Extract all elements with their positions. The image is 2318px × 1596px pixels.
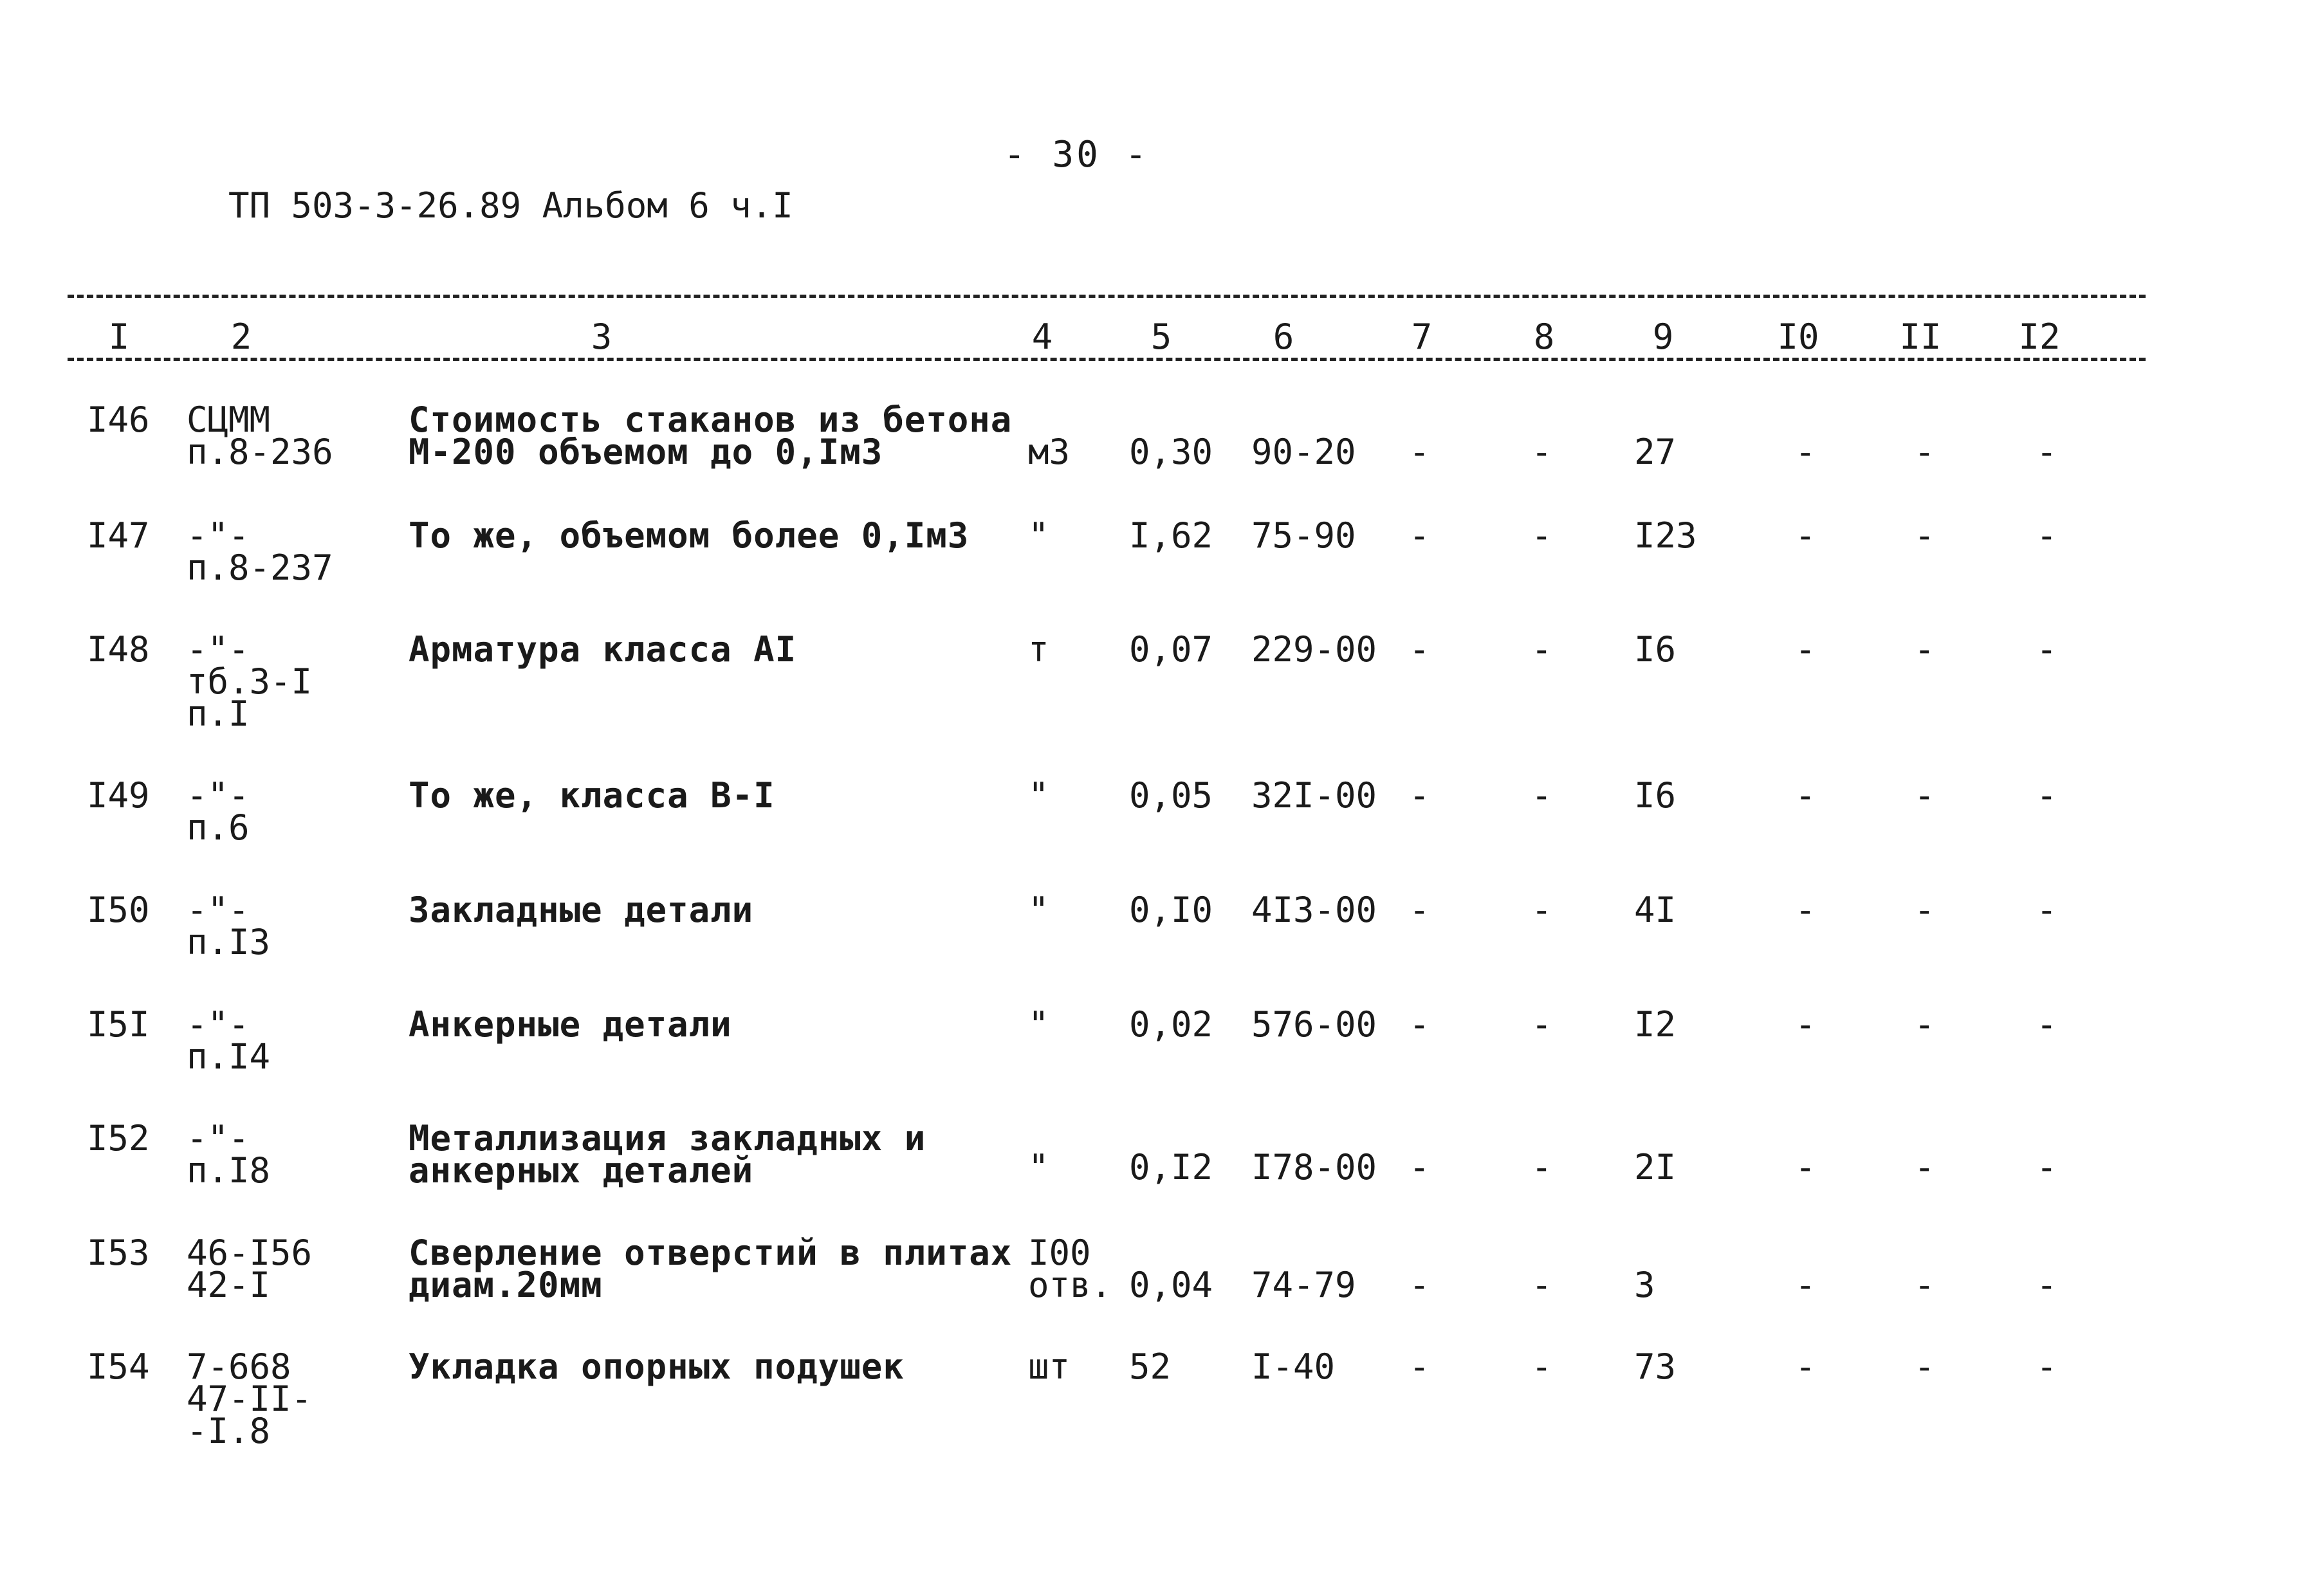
row-col12: - xyxy=(2036,629,2057,670)
row-price: 576-00 xyxy=(1251,1004,1377,1045)
row-col9: 27 xyxy=(1634,432,1677,472)
row-col12: - xyxy=(2036,515,2057,556)
row-col8: - xyxy=(1531,515,1552,556)
row-unit: т xyxy=(1028,629,1049,670)
row-number: I47 xyxy=(87,515,150,556)
row-col8: - xyxy=(1531,1147,1552,1188)
document-header: ТП 503-3-26.89 Альбом 6 ч.I xyxy=(228,185,793,226)
row-col8: - xyxy=(1531,1346,1552,1387)
row-qty: 0,05 xyxy=(1129,775,1213,816)
column-header-8: 8 xyxy=(1533,316,1555,357)
column-header-5: 5 xyxy=(1150,316,1172,357)
row-col9: I23 xyxy=(1634,515,1697,556)
row-name: Стоимость стаканов из бетона М-200 объемом до 0,Iм3 xyxy=(409,399,1013,472)
row-col12: - xyxy=(2036,1147,2057,1188)
row-col10: - xyxy=(1795,1265,1816,1305)
row-code: -"- п.8-237 xyxy=(187,515,333,588)
row-name: Закладные детали xyxy=(409,890,754,930)
row-price: 75-90 xyxy=(1251,515,1356,556)
row-col7: - xyxy=(1409,432,1430,472)
row-col10: - xyxy=(1795,890,1816,930)
row-qty: 0,07 xyxy=(1129,629,1213,670)
page-number: - 30 - xyxy=(1004,134,1150,176)
row-col11: - xyxy=(1914,775,1935,816)
row-code: 7-668 47-II- -I.8 xyxy=(187,1346,313,1451)
row-col7: - xyxy=(1409,890,1430,930)
row-number: I50 xyxy=(87,890,150,930)
row-code: -"- п.I8 xyxy=(187,1118,271,1191)
row-col10: - xyxy=(1795,432,1816,472)
row-qty: 0,04 xyxy=(1129,1265,1213,1305)
row-col12: - xyxy=(2036,1265,2057,1305)
row-col8: - xyxy=(1531,890,1552,930)
row-col9: 4I xyxy=(1634,890,1677,930)
column-header-4: 4 xyxy=(1031,316,1053,357)
row-col7: - xyxy=(1409,1346,1430,1387)
row-col9: 3 xyxy=(1634,1265,1655,1305)
row-price: I-40 xyxy=(1251,1346,1336,1387)
column-header-12: I2 xyxy=(2018,316,2061,357)
row-name: То же, объемом более 0,Iм3 xyxy=(409,515,970,556)
row-name: То же, класса В-I xyxy=(409,775,775,816)
row-price: 4I3-00 xyxy=(1251,890,1377,930)
row-name: Сверление отверстий в плитах диам.20мм xyxy=(409,1233,1013,1305)
row-name: Арматура класса АI xyxy=(409,629,797,670)
row-col11: - xyxy=(1914,515,1935,556)
column-header-2: 2 xyxy=(230,316,252,357)
row-qty: 0,I2 xyxy=(1129,1147,1213,1188)
row-price: 90-20 xyxy=(1251,432,1356,472)
row-name: Металлизация закладных и анкерных деталей xyxy=(409,1118,926,1191)
row-col12: - xyxy=(2036,1004,2057,1045)
row-col11: - xyxy=(1914,1004,1935,1045)
row-price: 32I-00 xyxy=(1251,775,1377,816)
row-col10: - xyxy=(1795,1147,1816,1188)
row-col12: - xyxy=(2036,1346,2057,1387)
row-unit: " xyxy=(1028,775,1049,816)
row-col8: - xyxy=(1531,775,1552,816)
row-col7: - xyxy=(1409,629,1430,670)
row-col9: 2I xyxy=(1634,1147,1677,1188)
row-qty: 0,02 xyxy=(1129,1004,1213,1045)
row-col12: - xyxy=(2036,432,2057,472)
row-col9: I6 xyxy=(1634,775,1677,816)
column-header-10: I0 xyxy=(1777,316,1819,357)
row-col10: - xyxy=(1795,629,1816,670)
row-unit: " xyxy=(1028,1004,1049,1045)
row-unit: м3 xyxy=(1028,432,1071,472)
row-col9: I6 xyxy=(1634,629,1677,670)
row-col7: - xyxy=(1409,1147,1430,1188)
row-code: СЦММ п.8-236 xyxy=(187,399,333,472)
row-col8: - xyxy=(1531,629,1552,670)
row-col11: - xyxy=(1914,629,1935,670)
row-col10: - xyxy=(1795,515,1816,556)
row-col10: - xyxy=(1795,775,1816,816)
row-col10: - xyxy=(1795,1004,1816,1045)
row-code: -"- тб.3-I п.I xyxy=(187,629,313,734)
row-qty: I,62 xyxy=(1129,515,1213,556)
column-header-3: 3 xyxy=(591,316,612,357)
row-unit: I00 отв. xyxy=(1028,1233,1112,1305)
row-price: 229-00 xyxy=(1251,629,1377,670)
row-qty: 52 xyxy=(1129,1346,1172,1387)
row-qty: 0,I0 xyxy=(1129,890,1213,930)
row-col7: - xyxy=(1409,1004,1430,1045)
row-unit: " xyxy=(1028,1147,1049,1188)
row-col11: - xyxy=(1914,1346,1935,1387)
row-col11: - xyxy=(1914,432,1935,472)
table-rule-bottom xyxy=(68,358,2146,361)
row-col9: 73 xyxy=(1634,1346,1677,1387)
row-col8: - xyxy=(1531,1004,1552,1045)
row-code: -"- п.I3 xyxy=(187,890,271,962)
row-number: I52 xyxy=(87,1118,150,1159)
row-unit: шт xyxy=(1028,1346,1071,1387)
column-header-1: I xyxy=(108,316,130,357)
row-unit: " xyxy=(1028,515,1049,556)
row-unit: " xyxy=(1028,890,1049,930)
column-header-11: II xyxy=(1899,316,1942,357)
row-col7: - xyxy=(1409,775,1430,816)
row-number: I5I xyxy=(87,1004,150,1045)
table-rule-top xyxy=(68,295,2146,298)
row-col7: - xyxy=(1409,515,1430,556)
row-name: Анкерные детали xyxy=(409,1004,732,1045)
row-number: I53 xyxy=(87,1233,150,1273)
row-name: Укладка опорных подушек xyxy=(409,1346,905,1387)
row-col9: I2 xyxy=(1634,1004,1677,1045)
row-price: 74-79 xyxy=(1251,1265,1356,1305)
row-col11: - xyxy=(1914,890,1935,930)
row-code: -"- п.6 xyxy=(187,775,250,848)
row-price: I78-00 xyxy=(1251,1147,1377,1188)
column-header-7: 7 xyxy=(1411,316,1433,357)
row-col8: - xyxy=(1531,432,1552,472)
row-number: I46 xyxy=(87,399,150,440)
row-number: I49 xyxy=(87,775,150,816)
row-qty: 0,30 xyxy=(1129,432,1213,472)
row-col12: - xyxy=(2036,890,2057,930)
column-header-6: 6 xyxy=(1273,316,1294,357)
row-col10: - xyxy=(1795,1346,1816,1387)
column-header-9: 9 xyxy=(1652,316,1674,357)
row-col11: - xyxy=(1914,1265,1935,1305)
row-code: 46-I56 42-I xyxy=(187,1233,313,1305)
row-number: I48 xyxy=(87,629,150,670)
row-col12: - xyxy=(2036,775,2057,816)
row-col8: - xyxy=(1531,1265,1552,1305)
row-number: I54 xyxy=(87,1346,150,1387)
row-code: -"- п.I4 xyxy=(187,1004,271,1077)
row-col7: - xyxy=(1409,1265,1430,1305)
row-col11: - xyxy=(1914,1147,1935,1188)
